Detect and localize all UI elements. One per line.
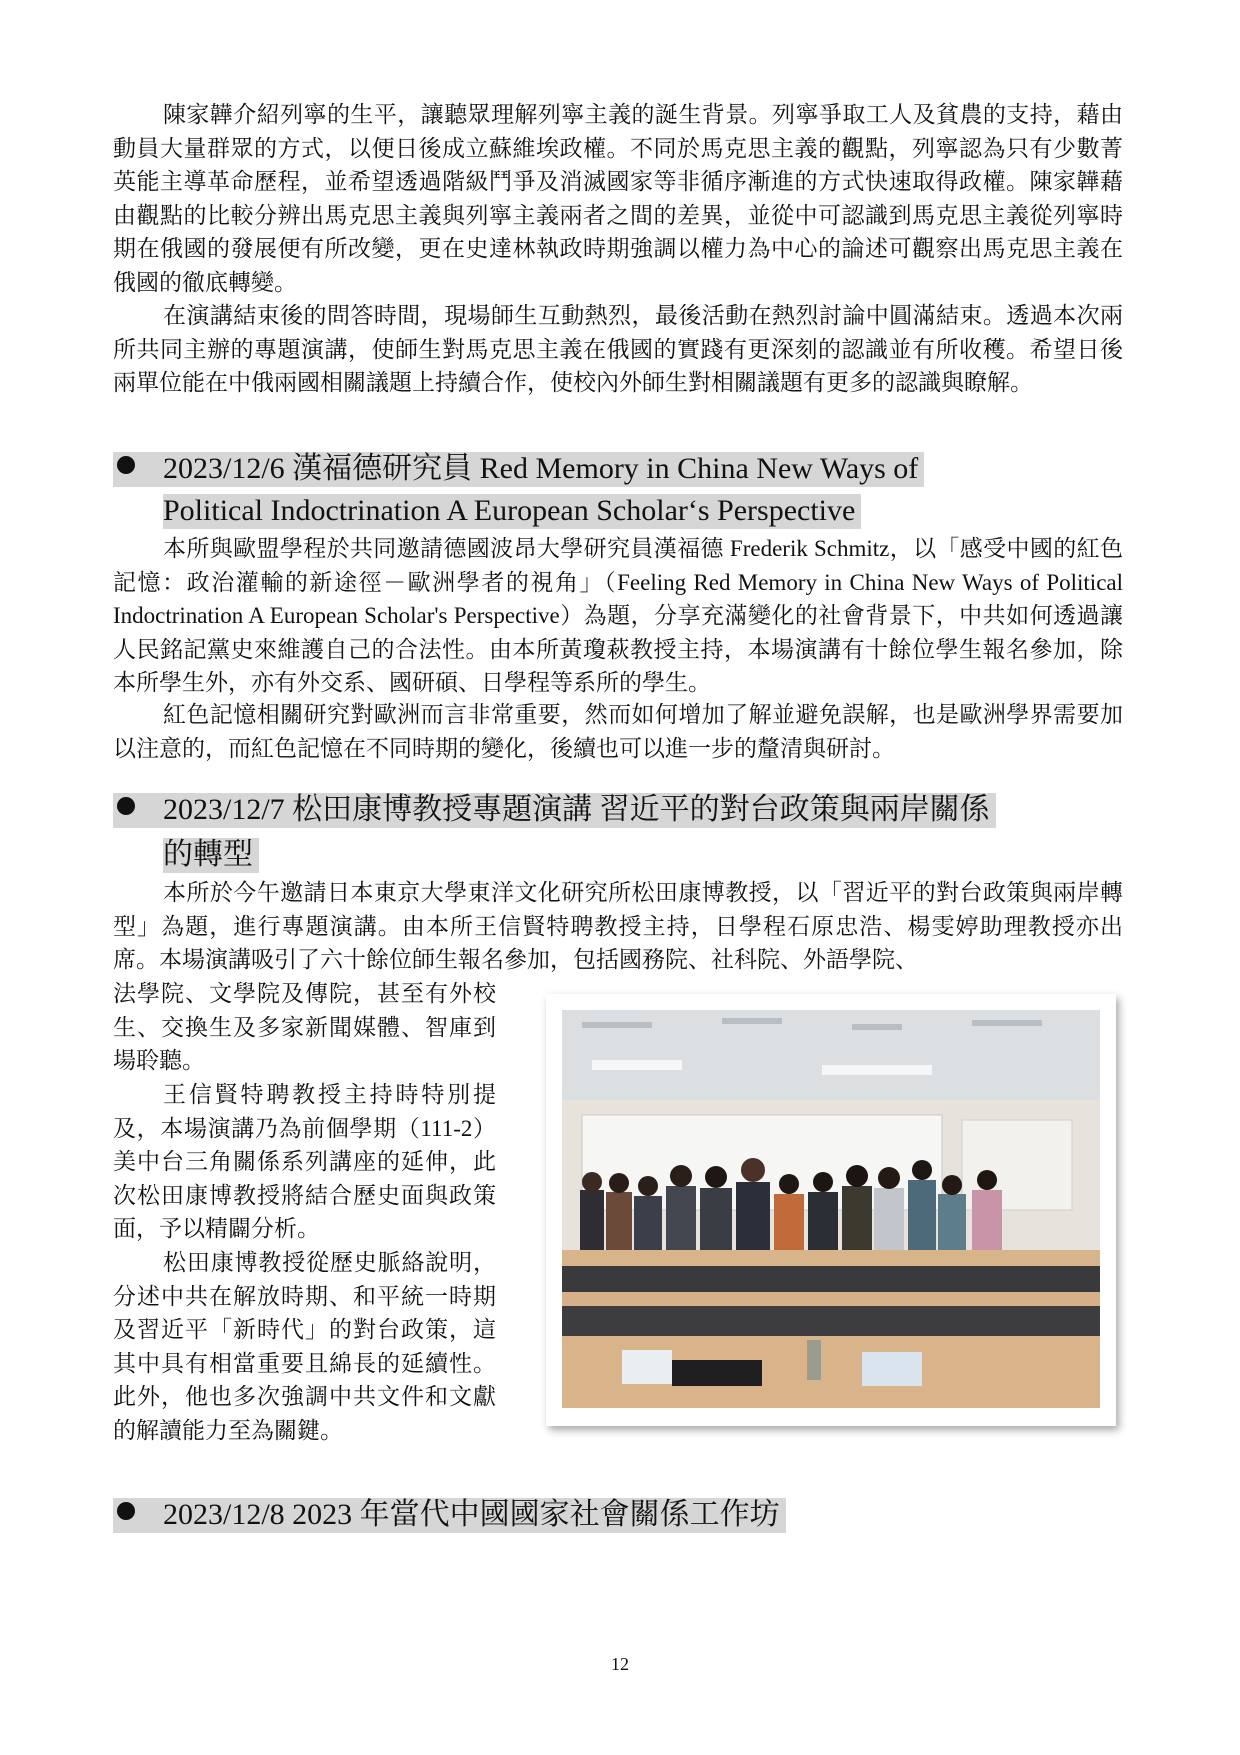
section-heading-3 [113,1494,786,1536]
paragraph-lenin: 陳家韡介紹列寧的生平，讓聽眾理解列寧主義的誕生背景。列寧爭取工人及貧農的支持，藉由動員大量群眾的方式，以便日後成立蘇維埃政權。不同於馬克思主義的觀點，列寧認為只有少數菁英能主導革命歷程，並希望透過階級鬥爭及消滅國家等非循序漸進的方式快速取得政權。陳家韡藉由觀點的比較分辨出馬克思主義與列寧主義兩者之間的差異，並從中可認識到馬克思主義從列寧時期在俄國的發展便有所改變，更在史達林執政時期強調以權力為中心的論述可觀察出馬克思主義在俄國的徹底轉變。 [113,102,1123,295]
section-heading-1-cont [163,490,861,532]
section-heading-1 [113,448,924,490]
section-heading-1-line1: 2023/12/6 漢福德研究員 Red Memory in China New Ways of [163,452,919,485]
bullet-icon [117,456,135,474]
group-photo-frame [546,994,1116,1426]
paragraph-matsuda-intro: 本所於今午邀請日本東京大學東洋文化研究所松田康博教授，以「習近平的對台政策與兩岸轉型」為題，進行專題演講。由本所王信賢特聘教授主持，日學程石原忠浩、楊雯婷助理教授亦出席。本場演講吸引了六十餘位師生報名參加，包括國務院、社科院、外語學院、 [113,880,1123,972]
section-heading-2-line1: 2023/12/7 松田康博教授專題演講 習近平的對台政策與兩岸關係 [163,793,990,826]
paragraph-red-memory-intro: 本所與歐盟學程於共同邀請德國波昂大學研究員漢福德 Frederik Schmitz，以「感受中國的紅色記憶：政治灌輸的新途徑－歐洲學者的視角」（Feeling Red Memory in China New Ways of Political Indoctrination A European Scholar's Perspective）為題，分享充滿變化的社會背景下，中共如何透過讓人民銘記黨史來維護自己的合法性。由本所黃瓊萩教授主持，本場演講有十餘位學生報名參加，除本所學生外，亦有外交系、國研碩、日學程等系所的學生。 [113,536,1123,695]
paragraph-matsuda-history: 松田康博教授從歷史脈絡說明，分述中共在解放時期、和平統一時期及習近平「新時代」的對台政策，這其中具有相當重要且綿長的延續性。此外，他也多次強調中共文件和文獻的解讀能力至為關鍵。 [113,1250,496,1443]
paragraph-red-memory-note: 紅色記憶相關研究對歐洲而言非常重要，然而如何增加了解並避免誤解，也是歐洲學界需要加以注意的，而紅色記憶在不同時期的變化，後續也可以進一步的釐清與研討。 [113,702,1123,761]
section-heading-1-line2: Political Indoctrination A European Scholar‘s Perspective [163,494,861,529]
section-heading-2-cont [163,834,259,876]
paragraph-matsuda-intro-cont: 法學院、文學院及傳院，甚至有外校生、交換生及多家新聞媒體、智庫到場聆聽。 [113,981,496,1073]
group-photo [562,1010,1100,1408]
paragraph-matsuda-host: 王信賢特聘教授主持時特別提及，本場演講乃為前個學期（111-2）美中台三角關係系列講座的延伸，此次松田康博教授將結合歷史面與政策面，予以精闢分析。 [113,1082,496,1241]
section-heading-3-text: 2023/12/8 2023 年當代中國國家社會關係工作坊 [163,1498,780,1531]
section-heading-2 [113,789,996,831]
bullet-icon [117,797,135,815]
section-heading-2-line2: 的轉型 [163,838,259,873]
page-number: 12 [611,1654,629,1674]
bullet-icon [117,1502,135,1520]
paragraph-qa: 在演講結束後的問答時間，現場師生互動熱烈，最後活動在熱烈討論中圓滿結束。透過本次兩所共同主辦的專題演講，使師生對馬克思主義在俄國的實踐有更深刻的認識並有所收穫。希望日後兩單位能在中俄兩國相關議題上持續合作，使校內外師生對相關議題有更多的認識與瞭解。 [113,303,1123,395]
